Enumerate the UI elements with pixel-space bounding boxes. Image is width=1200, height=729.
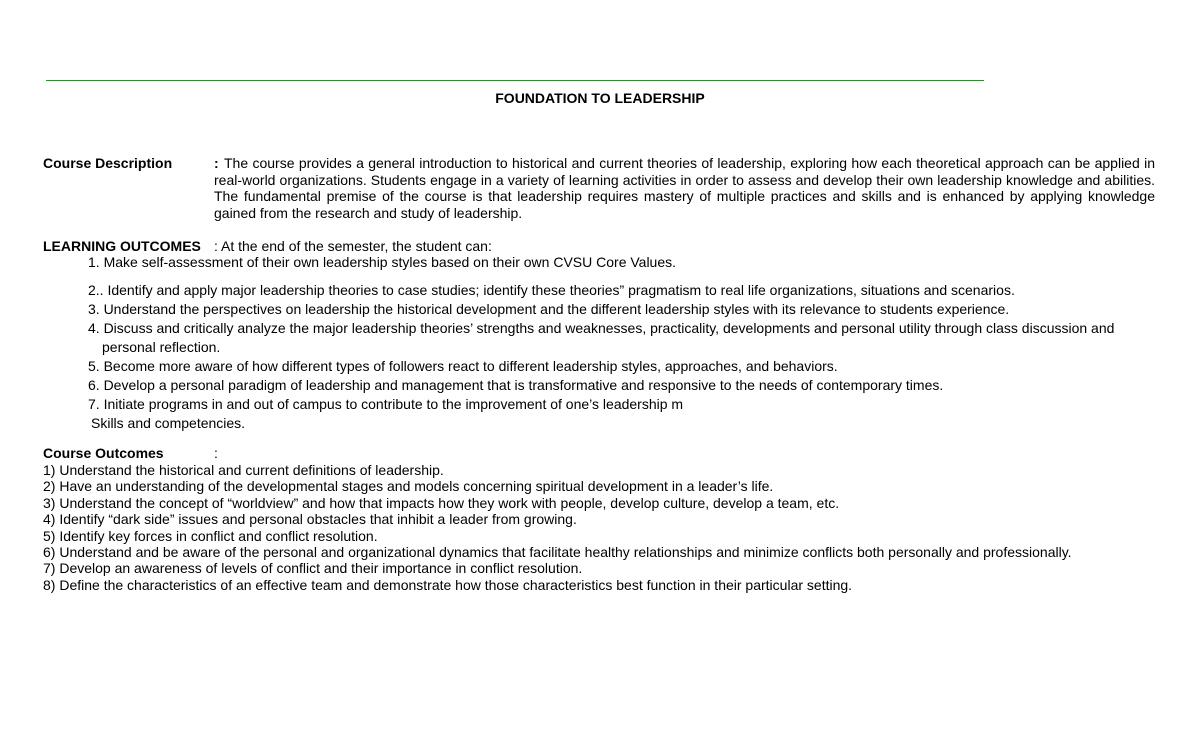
course-description-label: Course Description [43,155,173,171]
course-description-text: The course provides a general introduction to historical and current theories of leadership, exploring how each theoretical approach can be applied in real-world organizations. Students engage in a variety of learning activities in order to assess and develop their own leadership knowledge and abilities. The fundamental premise of the course is that leadership requires mastery of multiple practices and skills and is enhanced by applying knowledge gained from the research and study of leadership. [214,155,1155,221]
learning-outcome-item: 5. Become more aware of how different types of followers react to different leadership styles, approaches, and behaviors. [88,358,838,374]
learning-outcome-item: 7. Initiate programs in and out of campus to contribute to the improvement of one’s leadership m [88,396,684,412]
learning-outcome-item: 1. Make self-assessment of their own leadership styles based on their own CVSU Core Values. [88,254,677,270]
course-description-colon: : [214,155,219,171]
course-outcomes-colon: : [214,445,218,461]
learning-outcome-item: 2.. Identify and apply major leadership theories to case studies; identify these theories” pragmatism to real life organizations, situations and scenarios. [88,282,1015,298]
course-outcomes-label: Course Outcomes [43,445,164,461]
document-title: FOUNDATION TO LEADERSHIP [495,90,705,106]
learning-outcome-item-continuation: personal reflection. [102,339,221,355]
course-outcome-item: 4) Identify “dark side” issues and personal obstacles that inhibit a leader from growing. [43,511,577,527]
learning-outcomes-intro: : At the end of the semester, the student can: [214,238,492,254]
course-outcome-item: 7) Develop an awareness of levels of conflict and their importance in conflict resolution. [43,560,583,576]
course-outcome-item: 2) Have an understanding of the developmental stages and models concerning spiritual development in a leader’s life. [43,478,774,494]
course-outcome-item: 5) Identify key forces in conflict and conflict resolution. [43,528,378,544]
learning-outcome-item-continuation: Skills and competencies. [91,415,246,431]
header-rule [46,80,984,81]
course-outcome-item: 1) Understand the historical and current definitions of leadership. [43,462,444,478]
learning-outcome-item: 6. Develop a personal paradigm of leadership and management that is transformative and responsive to the needs of contemporary times. [88,377,944,393]
course-outcome-item: 3) Understand the concept of “worldview” and how that impacts how they work with people, develop culture, develop a team, etc. [43,495,840,511]
course-outcome-item: 6) Understand and be aware of the personal and organizational dynamics that facilitate healthy relationships and minimize conflicts both personally and professionally. [43,544,1072,560]
learning-outcome-item: 3. Understand the perspectives on leadership the historical development and the different leadership styles with its relevance to students experience. [88,301,1010,317]
course-outcome-item: 8) Define the characteristics of an effective team and demonstrate how those characteristics best function in their particular setting. [43,577,853,593]
learning-outcome-item: 4. Discuss and critically analyze the major leadership theories’ strengths and weaknesses, practicality, developments and personal utility through class discussion and [88,320,1115,336]
learning-outcomes-label: LEARNING OUTCOMES [43,238,201,254]
